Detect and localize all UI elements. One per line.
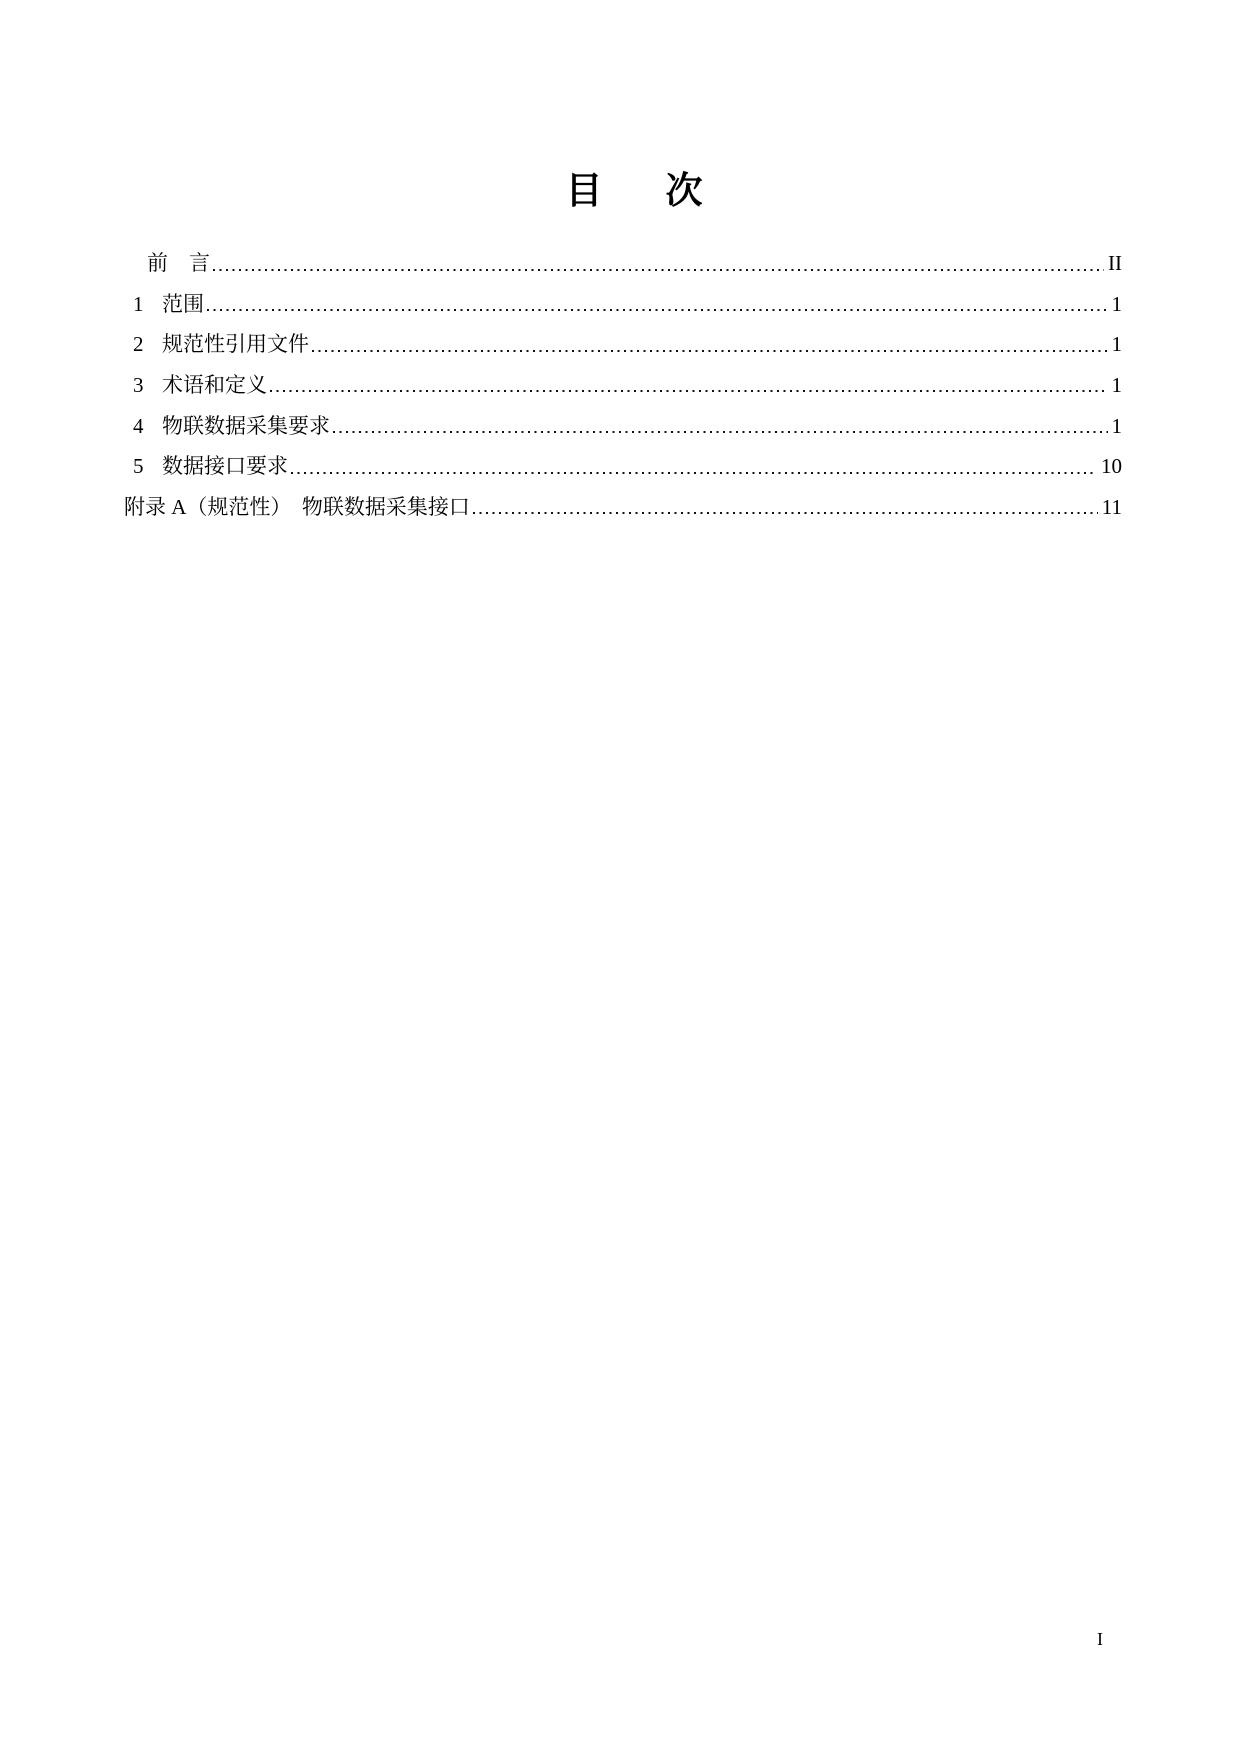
toc-entry-title: 前 言 [147, 251, 210, 276]
toc-entry-page: 11 [1101, 494, 1122, 519]
toc-dot-leader [270, 390, 1108, 392]
toc-entry-title: 物联数据采集要求 [162, 413, 330, 438]
toc-entry-number: 3 [133, 373, 144, 398]
toc-entry-foreword[interactable] [124, 243, 1122, 284]
page-title-char-2: 次 [665, 170, 703, 211]
toc-dot-leader [473, 512, 1098, 514]
table-of-contents [124, 243, 1122, 527]
toc-dot-leader [333, 431, 1108, 433]
toc-dot-leader [291, 472, 1097, 474]
toc-entry-page: 10 [1101, 454, 1122, 479]
toc-entry-scope[interactable] [124, 284, 1122, 325]
toc-entry-number: 5 [133, 454, 144, 479]
page-title [14, 172, 1240, 209]
toc-entry-number: 1 [133, 291, 144, 316]
toc-entry-title: 数据接口要求 [162, 454, 288, 479]
toc-dot-leader [312, 350, 1108, 352]
toc-dot-leader [213, 269, 1104, 271]
toc-entry-title: 附录 A（规范性） 物联数据采集接口 [124, 494, 470, 519]
toc-dot-leader [207, 309, 1108, 311]
toc-entry-terms-definitions[interactable] [124, 365, 1122, 406]
page-number: I [1097, 1629, 1103, 1649]
toc-entry-page: II [1108, 251, 1122, 276]
toc-entry-data-interface[interactable] [124, 446, 1122, 487]
toc-entry-page: 1 [1111, 332, 1122, 357]
toc-entry-title: 范围 [162, 291, 204, 316]
toc-entry-title: 规范性引用文件 [162, 332, 309, 357]
toc-entry-page: 1 [1111, 413, 1122, 438]
toc-entry-number: 4 [133, 413, 144, 438]
toc-entry-number: 2 [133, 332, 144, 357]
toc-entry-page: 1 [1111, 291, 1122, 316]
toc-entry-annex-a[interactable] [124, 487, 1122, 528]
toc-entry-page: 1 [1111, 373, 1122, 398]
page-title-char-1: 目 [565, 170, 603, 211]
toc-entry-iot-data-collection[interactable] [124, 405, 1122, 446]
toc-entry-normative-references[interactable] [124, 324, 1122, 365]
toc-entry-title: 术语和定义 [162, 373, 267, 398]
